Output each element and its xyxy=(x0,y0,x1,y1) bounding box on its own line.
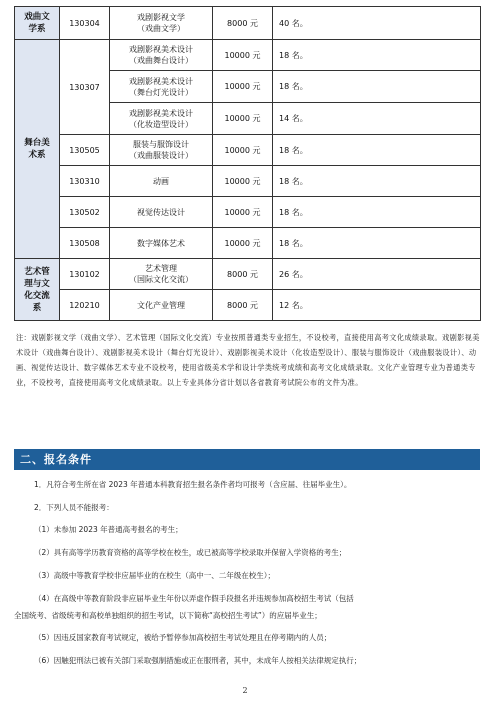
major-name-line: 服装与服饰设计 xyxy=(133,140,189,149)
enrollment-quota: 18 名。 xyxy=(273,71,481,103)
tuition-fee: 10000 元 xyxy=(213,135,273,166)
major-name xyxy=(110,71,213,103)
dept-cell-arts xyxy=(15,259,60,321)
major-name: 视觉传达设计 xyxy=(110,197,213,228)
major-name xyxy=(110,40,213,71)
enrollment-quota: 12 名。 xyxy=(273,290,481,321)
major-code: 130505 xyxy=(60,135,110,166)
page-number: 2 xyxy=(242,686,248,695)
majors-table xyxy=(14,6,481,321)
section-title: 二、报名条件 xyxy=(20,453,92,466)
tuition-fee: 10000 元 xyxy=(213,40,273,71)
table-row xyxy=(15,197,481,228)
major-name: 文化产业管理 xyxy=(110,290,213,321)
condition-2-6: （6）因触犯刑法已被有关部门采取强制措施或正在服刑者，其中，未成年人按相关法律规定执行； xyxy=(34,656,362,665)
major-name-line: （化妆造型设计） xyxy=(129,119,193,129)
enrollment-quota: 14 名。 xyxy=(273,103,481,135)
dept-name-line: 舞台美 xyxy=(24,138,50,148)
condition-2-5: （5）因违反国家教育考试规定，被给予暂停参加高校招生考试处理且在停考期内的人员； xyxy=(34,633,332,642)
tuition-fee: 8000 元 xyxy=(213,290,273,321)
condition-2-1: （1）未参加 2023 年普通高考报名的考生； xyxy=(34,525,183,534)
major-name-line: （戏曲舞台设计） xyxy=(129,56,193,65)
major-name xyxy=(110,259,213,290)
tuition-fee: 10000 元 xyxy=(213,166,273,197)
enrollment-quota: 18 名。 xyxy=(273,166,481,197)
major-name xyxy=(110,135,213,166)
section-header xyxy=(14,449,480,470)
major-name-line: （国际文化交流） xyxy=(129,275,193,284)
table-row xyxy=(15,135,481,166)
table-row xyxy=(15,290,481,321)
table-row xyxy=(15,228,481,259)
major-name xyxy=(110,103,213,135)
dept-name-line: 戏曲文 xyxy=(24,12,50,22)
table-row xyxy=(15,7,481,40)
major-name-line: （戏曲文学） xyxy=(137,24,185,33)
major-name xyxy=(110,7,213,40)
condition-2-4: （4）在高级中等教育阶段非应届毕业生年份以弄虚作假手段报名并违规参加高校招生考试（包括 xyxy=(34,594,354,603)
dept-name-line: 化交流 xyxy=(24,290,50,301)
table-row xyxy=(15,259,481,290)
condition-2: 2．下列人员不能报考： xyxy=(34,503,114,512)
major-code: 130508 xyxy=(60,228,110,259)
major-name-line: 艺术管理 xyxy=(145,264,177,273)
major-name-line: （戏曲服装设计） xyxy=(129,151,193,160)
major-code: 130310 xyxy=(60,166,110,197)
dept-name-line: 理与文 xyxy=(24,278,50,289)
condition-1: 1．凡符合考生所在省 2023 年普通本科教育招生报名条件者均可报考（含应届、往届毕业生）。 xyxy=(34,480,352,489)
condition-2-4-cont: 全国统考、省级统考和高校单独组织的招生考试，以下简称“高校招生考试”）的应届毕业生； xyxy=(14,611,322,620)
condition-2-3: （3）高级中等教育学校非应届毕业的在校生（高中一、二年级在校生）； xyxy=(34,571,276,580)
major-name: 数字媒体艺术 xyxy=(110,228,213,259)
enrollment-quota: 18 名。 xyxy=(273,228,481,259)
tuition-fee: 8000 元 xyxy=(213,7,273,40)
tuition-fee: 10000 元 xyxy=(213,197,273,228)
enrollment-quota: 18 名。 xyxy=(273,197,481,228)
major-code: 120210 xyxy=(60,290,110,321)
tuition-fee: 8000 元 xyxy=(213,259,273,290)
enrollment-quota: 18 名。 xyxy=(273,135,481,166)
major-code: 130102 xyxy=(60,259,110,290)
dept-cell-stage xyxy=(15,40,60,259)
dept-name-line: 术系 xyxy=(28,150,46,160)
dept-name-line: 系 xyxy=(32,302,42,313)
enrollment-quota: 18 名。 xyxy=(273,40,481,71)
table-row xyxy=(15,166,481,197)
tuition-fee: 10000 元 xyxy=(213,103,273,135)
tuition-fee: 10000 元 xyxy=(213,71,273,103)
tuition-fee: 10000 元 xyxy=(213,228,273,259)
major-name-line: 戏剧影视美术设计 xyxy=(129,108,193,118)
dept-cell-drama xyxy=(15,7,60,40)
table-row xyxy=(15,40,481,71)
major-name-line: 戏剧影视美术设计 xyxy=(129,76,193,86)
table-note: 注：戏剧影视文学（戏曲文学）、艺术管理（国际文化交流）专业按照普通类专业招生，不设校考，直接使用高考文化成绩录取。戏剧影视美术设计（戏曲舞台设计）、戏剧影视美术设计（舞台灯光设计）、戏剧影视美术设计（化妆造型设计）、服装与服饰设计（戏曲服装设计）、动画、视觉传达设计、数字媒体艺术专业不设校考，使用省级美术学和设计学类统考成绩和高考文化成绩录取。文化产业管理专业为普通类专业，不设校考，直接使用高考文化成绩录取。以上专业具体分省计划以各省教育考试院公布的文件为准。 xyxy=(16,333,480,387)
major-name: 动画 xyxy=(110,166,213,197)
major-name-line: 戏剧影视美术设计 xyxy=(129,45,193,54)
dept-name-line: 学系 xyxy=(28,24,46,34)
major-code: 130307 xyxy=(60,40,110,135)
enrollment-quota: 40 名。 xyxy=(273,7,481,40)
major-name-line: （舞台灯光设计） xyxy=(129,87,193,97)
dept-name-line: 艺术管 xyxy=(24,266,50,277)
enrollment-quota: 26 名。 xyxy=(273,259,481,290)
major-code: 130304 xyxy=(60,7,110,40)
condition-2-2: （2）具有高等学历教育资格的高等学校在校生，或已被高等学校录取并保留入学资格的考生； xyxy=(34,548,347,557)
major-name-line: 戏剧影视文学 xyxy=(137,13,185,22)
major-code: 130502 xyxy=(60,197,110,228)
